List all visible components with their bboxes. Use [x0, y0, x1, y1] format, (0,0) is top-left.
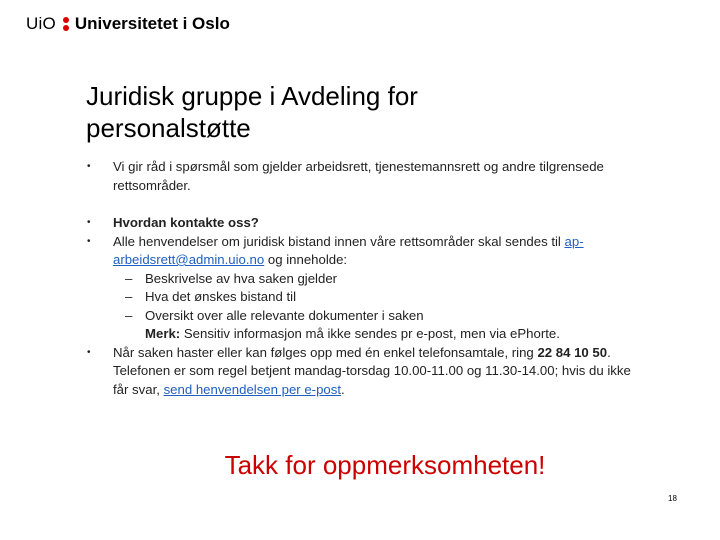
dash: –: [125, 307, 133, 323]
sub-list-item: [113, 270, 686, 289]
slide-body: [86, 158, 686, 399]
bullet-4-line-2: Telefonen er som regel betjent mandag-torsdag 10.00-11.00 og 11.30-14.00; hvis du ikke: [113, 363, 631, 378]
sub-list-item: [113, 288, 686, 307]
bullet-1-line-2: rettsområder.: [113, 177, 191, 193]
logo-mark-icon: [62, 15, 70, 33]
note-text: Sensitiv informasjon må ikke sendes pr e-post, men via ePhorte.: [180, 326, 560, 341]
uio-logo: [26, 12, 230, 36]
bullet-3-outro: og inneholde:: [264, 252, 348, 267]
page-number: 18: [668, 494, 677, 503]
slide-title: [86, 80, 646, 144]
bullet: •: [87, 161, 91, 172]
dash: –: [125, 270, 133, 286]
email-link-part-2[interactable]: arbeidsrett@admin.uio.no: [113, 252, 265, 267]
thanks-text: Takk for oppmerksomheten!: [224, 450, 546, 480]
bullet-4-end: .: [341, 381, 345, 397]
logo-name: Universitetet i Oslo: [74, 14, 230, 33]
bullet-4-intro: Når saken haster eller kan følges opp med én enkel telefonsamtale, ring: [113, 344, 538, 360]
bullet-4-line-3: får svar,: [113, 381, 164, 397]
note-label: Merk:: [145, 326, 181, 341]
bullet: •: [87, 235, 91, 247]
bullet-3-intro: Alle henvendelser om juridisk bistand innen våre rettsområder skal sendes til: [113, 233, 565, 249]
sub-item-3: Oversikt over alle relevante dokumenter i saken: [145, 307, 424, 323]
sub-list-item: [113, 307, 686, 344]
dash: –: [125, 289, 133, 304]
title-line-1: Juridisk gruppe i Avdeling for: [86, 81, 418, 111]
sub-item-2: Hva det ønskes bistand til: [145, 289, 296, 304]
sub-item-1: Beskrivelse av hva saken gjelder: [145, 270, 338, 286]
list-item: [86, 214, 686, 233]
phone-number: 22 84 10 50: [537, 344, 608, 360]
list-item: [86, 233, 686, 344]
bullet-1-line-1: Vi gir råd i spørsmål som gjelder arbeidsrett, tjenestemannsrett og andre tilgrensede: [113, 159, 604, 174]
email-link-part-1[interactable]: ap-: [564, 233, 584, 249]
logo-abbrev: UiO: [26, 14, 56, 33]
send-email-link[interactable]: send henvendelsen per e-post: [163, 381, 342, 397]
list-item: [86, 158, 686, 195]
bullet-2-text: Hvordan kontakte oss?: [113, 215, 259, 230]
bullet: •: [87, 217, 91, 228]
list-item: [86, 344, 686, 400]
bullet-4-period: .: [607, 344, 611, 360]
bullet: •: [87, 346, 91, 358]
title-line-2: personalstøtte: [86, 113, 251, 143]
